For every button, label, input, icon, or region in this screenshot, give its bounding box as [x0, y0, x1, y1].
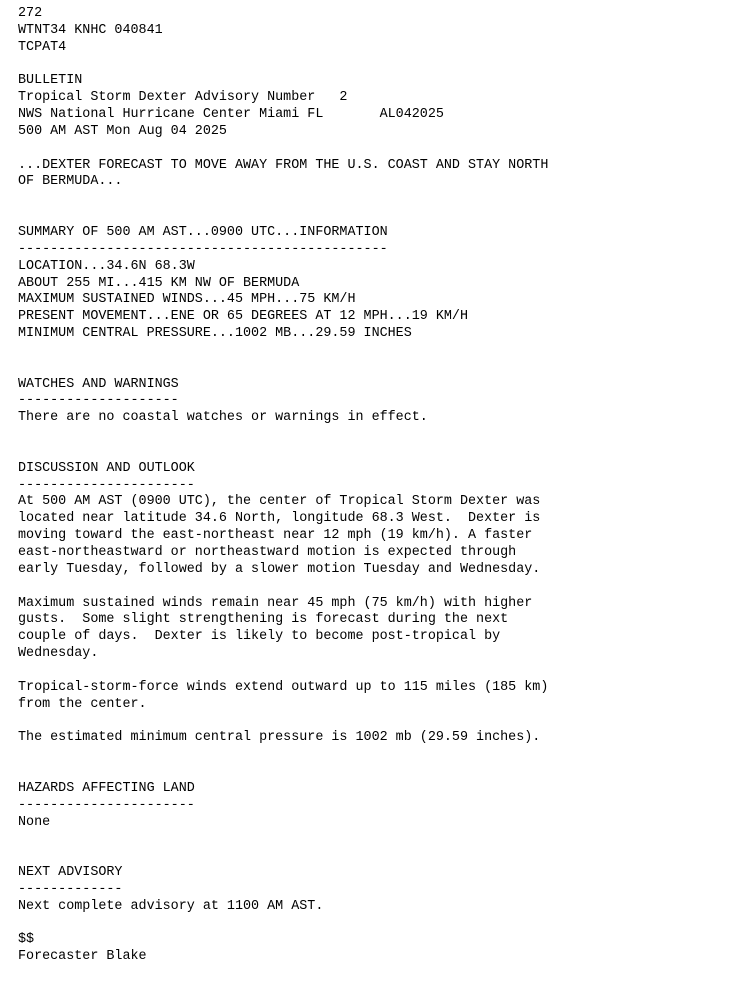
- watches-heading: WATCHES AND WARNINGS: [18, 376, 179, 392]
- blank-line: [18, 663, 738, 680]
- blank-line: [18, 747, 738, 764]
- blank-line: [18, 764, 738, 781]
- blank-line: [18, 191, 738, 208]
- discussion-heading: DISCUSSION AND OUTLOOK: [18, 460, 195, 476]
- summary-distance: ABOUT 255 MI...415 KM NW OF BERMUDA: [18, 275, 300, 291]
- next-advisory-heading: NEXT ADVISORY: [18, 865, 123, 881]
- discussion-rule: ----------------------: [18, 477, 195, 493]
- summary-heading: SUMMARY OF 500 AM AST...0900 UTC...INFORMATION: [18, 224, 388, 240]
- blank-line: [18, 343, 738, 360]
- discussion-line: from the center.: [18, 696, 147, 712]
- hazards-rule: ----------------------: [18, 797, 195, 813]
- blank-line: [18, 831, 738, 848]
- discussion-line: gusts. Some slight strengthening is forecast during the next: [18, 612, 509, 628]
- blank-line: [18, 427, 738, 444]
- next-advisory-text: Next complete advisory at 1100 AM AST.: [18, 898, 324, 914]
- bulletin-label: BULLETIN: [18, 73, 83, 89]
- blank-line: [18, 141, 738, 158]
- blank-line: [18, 916, 738, 933]
- forecaster-signature: Forecaster Blake: [18, 949, 147, 965]
- discussion-line: located near latitude 34.6 North, longitude 68.3 West. Dexter is: [18, 511, 541, 527]
- hazards-text: None: [18, 814, 51, 830]
- sequence-number: 272: [18, 6, 43, 21]
- blank-line: [18, 208, 738, 225]
- advisory-title: Tropical Storm Dexter Advisory Number 2: [18, 90, 348, 106]
- watches-rule: --------------------: [18, 393, 179, 409]
- blank-line: [18, 579, 738, 596]
- summary-location: LOCATION...34.6N 68.3W: [18, 258, 195, 274]
- discussion-line: Wednesday.: [18, 646, 99, 662]
- headline-line: ...DEXTER FORECAST TO MOVE AWAY FROM THE U.S. COAST AND STAY NORTH: [18, 157, 549, 173]
- wmo-header: WTNT34 KNHC 040841: [18, 22, 163, 38]
- watches-text: There are no coastal watches or warnings in effect.: [18, 410, 428, 426]
- summary-pressure: MINIMUM CENTRAL PRESSURE...1002 MB...29.59 INCHES: [18, 326, 412, 342]
- end-marker: $$: [18, 932, 35, 948]
- summary-max-winds: MAXIMUM SUSTAINED WINDS...45 MPH...75 KM/H: [18, 292, 356, 308]
- blank-line: [18, 848, 738, 865]
- next-advisory-rule: -------------: [18, 881, 123, 897]
- advisory-document: [18, 6, 738, 966]
- discussion-line: moving toward the east-northeast near 12 mph (19 km/h). A faster: [18, 528, 533, 544]
- blank-line: [18, 57, 738, 74]
- discussion-line: early Tuesday, followed by a slower motion Tuesday and Wednesday.: [18, 561, 541, 577]
- summary-rule: ----------------------------------------------: [18, 241, 388, 257]
- awips-id: TCPAT4: [18, 39, 67, 55]
- summary-movement: PRESENT MOVEMENT...ENE OR 65 DEGREES AT 12 MPH...19 KM/H: [18, 309, 468, 325]
- blank-line: [18, 444, 738, 461]
- issue-time: 500 AM AST Mon Aug 04 2025: [18, 123, 227, 139]
- discussion-line: east-northeastward or northeastward motion is expected through: [18, 545, 517, 560]
- headline-line: OF BERMUDA...: [18, 174, 123, 190]
- hazards-heading: HAZARDS AFFECTING LAND: [18, 780, 195, 796]
- issuing-office: NWS National Hurricane Center Miami FL AL042025: [18, 107, 444, 123]
- blank-line: [18, 360, 738, 377]
- discussion-line: Maximum sustained winds remain near 45 mph (75 km/h) with higher: [18, 595, 533, 611]
- discussion-line: Tropical-storm-force winds extend outward up to 115 miles (185 km): [18, 679, 549, 695]
- blank-line: [18, 713, 738, 730]
- discussion-line: At 500 AM AST (0900 UTC), the center of Tropical Storm Dexter was: [18, 494, 541, 510]
- discussion-line: couple of days. Dexter is likely to become post-tropical by: [18, 629, 501, 645]
- discussion-line: The estimated minimum central pressure is 1002 mb (29.59 inches).: [18, 730, 541, 746]
